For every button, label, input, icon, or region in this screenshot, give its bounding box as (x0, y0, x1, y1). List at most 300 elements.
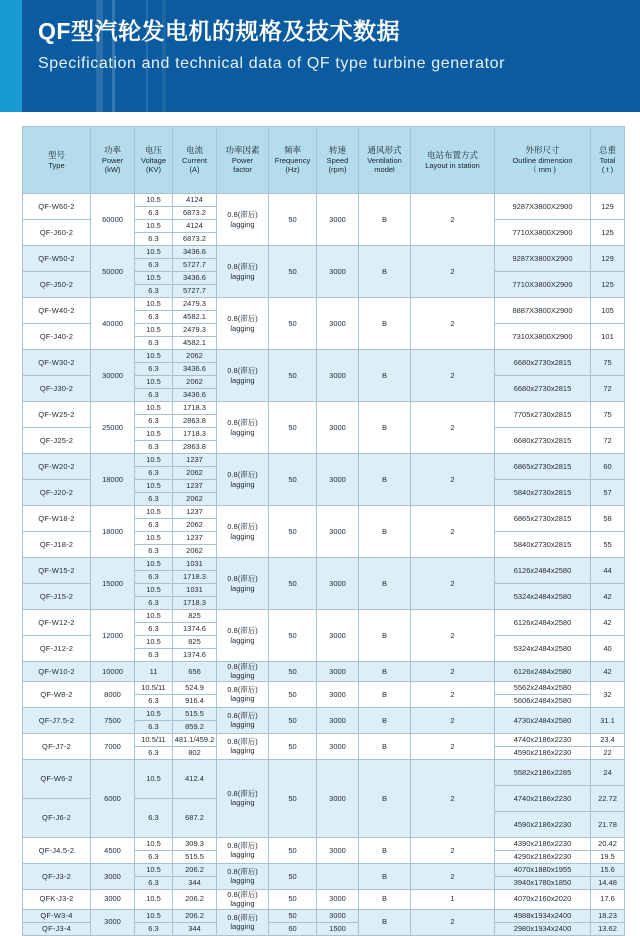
voltage-value: 10.5 (135, 324, 173, 337)
voltage-value: 10.5 (135, 584, 173, 597)
total-weight-value: 20.42 (591, 837, 625, 850)
header-label-en: Voltage (140, 155, 167, 165)
dimension-value: 4590x2186x2230 (495, 811, 591, 837)
ventilation-value: B (359, 863, 411, 889)
model-type: QF-J50-2 (23, 272, 91, 298)
frequency-value: 50 (269, 837, 317, 863)
total-weight-value: 60 (591, 454, 625, 480)
power-factor-en: lagging (230, 271, 255, 281)
voltage-value: 6.3 (135, 545, 173, 558)
dimension-value: 4730x2484x2580 (495, 707, 591, 733)
current-value: 1237 (173, 454, 217, 467)
voltage-value: 10.5 (135, 298, 173, 311)
total-weight-value: 58 (591, 506, 625, 532)
table-row (23, 662, 625, 682)
speed-value: 3000 (317, 298, 359, 350)
current-value: 515.5 (173, 850, 217, 863)
ventilation-value: B (359, 837, 411, 863)
power-factor-cn: 0.8(滞后) (227, 418, 258, 428)
header-unit: model (374, 165, 395, 175)
total-weight-value: 14.48 (591, 876, 625, 889)
voltage-value: 10.5 (135, 194, 173, 207)
voltage-value: 6.3 (135, 207, 173, 220)
current-value: 2062 (173, 519, 217, 532)
power-value: 4500 (91, 837, 135, 863)
power-factor (217, 402, 269, 454)
header-unit: （ mm ) (529, 165, 556, 175)
power-factor-en: lagging (230, 899, 255, 909)
current-value: 825 (173, 610, 217, 623)
speed-value: 3000 (317, 558, 359, 610)
power-factor-en: lagging (230, 375, 255, 385)
table-header (23, 127, 625, 194)
current-value: 859.2 (173, 720, 217, 733)
dimension-value: 4390x2186x2230 (495, 837, 591, 850)
model-type: QF-W50-2 (23, 246, 91, 272)
table-row (23, 733, 625, 746)
header-label-cn: 外形尺寸 (525, 145, 560, 156)
current-value: 1718.3 (173, 571, 217, 584)
current-value: 2479.3 (173, 298, 217, 311)
layout-value: 2 (411, 909, 495, 935)
power-factor (217, 246, 269, 298)
model-type: QF-W30-2 (23, 350, 91, 376)
ventilation-value: B (359, 506, 411, 558)
page-title-cn: QF型汽轮发电机的规格及技术数据 (38, 18, 400, 44)
voltage-value: 6.3 (135, 922, 173, 935)
ventilation-value: B (359, 558, 411, 610)
power-factor-en: lagging (230, 720, 255, 730)
model-type: QF-J12-2 (23, 636, 91, 662)
current-value: 344 (173, 922, 217, 935)
page-title-en: Specification and technical data of QF type turbine generator (38, 55, 506, 73)
speed-value: 1500 (317, 922, 359, 935)
frequency-value: 50 (269, 662, 317, 682)
total-weight-value: 57 (591, 480, 625, 506)
voltage-value: 6.3 (135, 720, 173, 733)
ventilation-value: B (359, 733, 411, 759)
frequency-value: 50 (269, 350, 317, 402)
dimension-value: 5840x2730x2815 (495, 480, 591, 506)
total-weight-value: 129 (591, 194, 625, 220)
voltage-value: 10.5 (135, 480, 173, 493)
column-header-power (91, 127, 135, 194)
current-value: 2062 (173, 350, 217, 363)
model-type: QF-W15-2 (23, 558, 91, 584)
speed-value: 3000 (317, 759, 359, 837)
voltage-value: 10.5 (135, 454, 173, 467)
power-factor (217, 350, 269, 402)
frequency-value: 50 (269, 610, 317, 662)
power-value: 10000 (91, 662, 135, 682)
table-row (23, 889, 625, 909)
model-type: QF-W6-2 (23, 759, 91, 798)
ventilation-value: B (359, 889, 411, 909)
dimension-value: 5606x2484x2580 (495, 694, 591, 707)
current-value: 2062 (173, 376, 217, 389)
layout-value: 2 (411, 681, 495, 707)
column-header-power (217, 127, 269, 194)
dimension-value: 4070x2160x2020 (495, 889, 591, 909)
header-unit: (rpm) (328, 165, 347, 175)
dimension-value: 5324x2484x2580 (495, 636, 591, 662)
dimension-value: 7705x2730x2815 (495, 402, 591, 428)
dimension-value: 6126x2484x2580 (495, 558, 591, 584)
model-type: QFK-J3-2 (23, 889, 91, 909)
voltage-value: 6.3 (135, 519, 173, 532)
ventilation-value: B (359, 402, 411, 454)
current-value: 412.4 (173, 759, 217, 798)
dimension-value: 9287X3800X2900 (495, 194, 591, 220)
voltage-value: 6.3 (135, 441, 173, 454)
dimension-value: 7710X3800X2900 (495, 220, 591, 246)
power-factor-cn: 0.8(滞后) (227, 684, 258, 694)
current-value: 206.2 (173, 909, 217, 922)
current-value: 4582.1 (173, 311, 217, 324)
power-value: 3000 (91, 863, 135, 889)
power-factor (217, 454, 269, 506)
power-factor-cn: 0.8(滞后) (227, 522, 258, 532)
voltage-value: 10.5 (135, 376, 173, 389)
voltage-value: 10.5 (135, 707, 173, 720)
layout-value: 2 (411, 194, 495, 246)
power-factor-cn: 0.8(滞后) (227, 710, 258, 720)
power-factor-cn: 0.8(滞后) (227, 626, 258, 636)
table-row (23, 402, 625, 415)
model-type: QF-J40-2 (23, 324, 91, 350)
banner-text-block (38, 18, 630, 73)
speed-value (317, 863, 359, 889)
model-type: QF-J3-2 (23, 863, 91, 889)
power-factor-en: lagging (230, 746, 255, 756)
header-label-cn: 功率 (103, 145, 121, 156)
power-factor-cn: 0.8(滞后) (227, 210, 258, 220)
current-value: 6873.2 (173, 233, 217, 246)
voltage-value: 10.5 (135, 909, 173, 922)
header-label-en: Power (231, 155, 254, 165)
current-value: 1718.3 (173, 597, 217, 610)
ventilation-value: B (359, 246, 411, 298)
current-value: 309.3 (173, 837, 217, 850)
total-weight-value: 24 (591, 759, 625, 785)
current-value: 3436.6 (173, 363, 217, 376)
power-value: 12000 (91, 610, 135, 662)
voltage-value: 10.5 (135, 532, 173, 545)
voltage-value: 6.3 (135, 285, 173, 298)
total-weight-value: 15.6 (591, 863, 625, 876)
speed-value: 3000 (317, 733, 359, 759)
current-value: 2479.3 (173, 324, 217, 337)
current-value: 206.2 (173, 889, 217, 909)
header-label-cn: 总重 (598, 145, 616, 156)
voltage-value: 6.3 (135, 649, 173, 662)
current-value: 656 (173, 662, 217, 682)
model-type: QF-W60-2 (23, 194, 91, 220)
current-value: 481.1/459.2 (173, 733, 217, 746)
power-factor-cn: 0.8(滞后) (227, 866, 258, 876)
current-value: 2863.8 (173, 415, 217, 428)
power-factor-cn: 0.8(滞后) (227, 662, 258, 671)
voltage-value: 10.5 (135, 272, 173, 285)
current-value: 3436.6 (173, 246, 217, 259)
model-type: QF-J60-2 (23, 220, 91, 246)
current-value: 2062 (173, 467, 217, 480)
header-unit: ( t ) (601, 165, 614, 175)
voltage-value: 10.5 (135, 402, 173, 415)
power-value: 30000 (91, 350, 135, 402)
header-label-cn: 通风形式 (367, 145, 402, 156)
header-label-en: Ventilation (367, 155, 402, 165)
layout-value: 2 (411, 759, 495, 837)
table-row (23, 558, 625, 571)
model-type: QF-J18-2 (23, 532, 91, 558)
power-value: 60000 (91, 194, 135, 246)
header-label-cn: 电压 (144, 145, 162, 156)
frequency-value: 50 (269, 863, 317, 889)
power-factor (217, 759, 269, 837)
power-value: 40000 (91, 298, 135, 350)
current-value: 3436.6 (173, 272, 217, 285)
layout-value: 2 (411, 298, 495, 350)
voltage-value: 6.3 (135, 233, 173, 246)
model-type: QF-J25-2 (23, 428, 91, 454)
total-weight-value: 72 (591, 376, 625, 402)
frequency-value: 50 (269, 909, 317, 922)
dimension-value: 9287X3800X2900 (495, 246, 591, 272)
model-type: QF-W8-2 (23, 681, 91, 707)
speed-value: 3000 (317, 837, 359, 863)
layout-value: 2 (411, 662, 495, 682)
voltage-value: 6.3 (135, 746, 173, 759)
voltage-value: 10.5 (135, 350, 173, 363)
voltage-value: 6.3 (135, 389, 173, 402)
total-weight-value: 129 (591, 246, 625, 272)
current-value: 344 (173, 876, 217, 889)
power-factor-en: lagging (230, 876, 255, 886)
model-type: QF-J20-2 (23, 480, 91, 506)
voltage-value: 10.5/11 (135, 733, 173, 746)
dimension-value: 6865x2730x2815 (495, 506, 591, 532)
layout-value: 2 (411, 837, 495, 863)
voltage-value: 10.5 (135, 220, 173, 233)
current-value: 3436.6 (173, 389, 217, 402)
frequency-value: 50 (269, 454, 317, 506)
current-value: 1031 (173, 558, 217, 571)
power-factor-en: lagging (230, 850, 255, 860)
total-weight-value: 19.5 (591, 850, 625, 863)
voltage-value: 10.5 (135, 246, 173, 259)
model-type: QF-W10-2 (23, 662, 91, 682)
power-value: 7500 (91, 707, 135, 733)
power-value: 3000 (91, 909, 135, 935)
power-factor-en: lagging (230, 671, 255, 681)
total-weight-value: 75 (591, 402, 625, 428)
table-row (23, 610, 625, 623)
table-row (23, 681, 625, 694)
banner-accent-stripe (0, 0, 22, 112)
model-type: QF-J30-2 (23, 376, 91, 402)
dimension-value: 8887X3800X2900 (495, 298, 591, 324)
column-header-type (23, 127, 91, 194)
power-factor (217, 863, 269, 889)
speed-value: 3000 (317, 610, 359, 662)
speed-value: 3000 (317, 402, 359, 454)
ventilation-value: B (359, 707, 411, 733)
power-value: 18000 (91, 506, 135, 558)
total-weight-value: 125 (591, 220, 625, 246)
header-label-cn: 转速 (328, 145, 346, 156)
header-label-en: Speed (326, 155, 349, 165)
header-label-cn: 功率因素 (225, 145, 260, 156)
frequency-value: 50 (269, 246, 317, 298)
table-row (23, 837, 625, 850)
power-factor-cn: 0.8(滞后) (227, 314, 258, 324)
ventilation-value: B (359, 909, 411, 935)
power-factor (217, 837, 269, 863)
power-value: 3000 (91, 889, 135, 909)
ventilation-value: B (359, 350, 411, 402)
current-value: 1031 (173, 584, 217, 597)
table-row (23, 246, 625, 259)
dimension-value: 4070x1880x1955 (495, 863, 591, 876)
current-value: 825 (173, 636, 217, 649)
total-weight-value: 75 (591, 350, 625, 376)
total-weight-value: 21.78 (591, 811, 625, 837)
dimension-value: 6680x2730x2815 (495, 376, 591, 402)
column-header-total (591, 127, 625, 194)
layout-value: 2 (411, 558, 495, 610)
page-banner (0, 0, 640, 112)
frequency-value: 50 (269, 402, 317, 454)
voltage-value: 10.5 (135, 889, 173, 909)
voltage-value: 6.3 (135, 694, 173, 707)
speed-value: 3000 (317, 506, 359, 558)
power-factor-cn: 0.8(滞后) (227, 788, 258, 798)
header-label-cn: 电流 (185, 145, 203, 156)
power-value: 25000 (91, 402, 135, 454)
voltage-value: 6.3 (135, 311, 173, 324)
ventilation-value: B (359, 662, 411, 682)
power-factor-en: lagging (230, 531, 255, 541)
dimension-value: 5324x2484x2580 (495, 584, 591, 610)
header-label-en: Frequency (274, 155, 311, 165)
power-factor-en: lagging (230, 219, 255, 229)
dimension-value: 5582x2186x2285 (495, 759, 591, 785)
model-type: QF-J15-2 (23, 584, 91, 610)
power-factor-cn: 0.8(滞后) (227, 470, 258, 480)
current-value: 4124 (173, 194, 217, 207)
power-factor (217, 558, 269, 610)
table-header-row (23, 127, 625, 194)
frequency-value: 50 (269, 681, 317, 707)
power-factor (217, 506, 269, 558)
ventilation-value: B (359, 759, 411, 837)
model-type: QF-W18-2 (23, 506, 91, 532)
current-value: 2062 (173, 493, 217, 506)
layout-value: 2 (411, 454, 495, 506)
frequency-value: 50 (269, 707, 317, 733)
table-row (23, 298, 625, 311)
total-weight-value: 42 (591, 610, 625, 636)
power-factor-en: lagging (230, 635, 255, 645)
current-value: 1374.6 (173, 649, 217, 662)
dimension-value: 4590x2186x2230 (495, 746, 591, 759)
power-factor (217, 194, 269, 246)
dimension-value: 5562x2484x2580 (495, 681, 591, 694)
power-factor-cn: 0.8(滞后) (227, 262, 258, 272)
power-value: 50000 (91, 246, 135, 298)
layout-value: 2 (411, 402, 495, 454)
header-label-cn: 电站布置方式 (426, 150, 478, 160)
current-value: 5727.7 (173, 285, 217, 298)
layout-value: 2 (411, 863, 495, 889)
dimension-value: 5840x2730x2815 (495, 532, 591, 558)
table-row (23, 350, 625, 363)
header-unit: factor (233, 165, 252, 175)
layout-value: 2 (411, 610, 495, 662)
column-header-current (173, 127, 217, 194)
total-weight-value: 13.62 (591, 922, 625, 935)
voltage-value: 6.3 (135, 597, 173, 610)
dimension-value: 4740x2186x2230 (495, 785, 591, 811)
current-value: 687.2 (173, 798, 217, 837)
power-value: 7000 (91, 733, 135, 759)
frequency-value: 50 (269, 506, 317, 558)
total-weight-value: 42 (591, 584, 625, 610)
speed-value: 3000 (317, 246, 359, 298)
spec-table-container (0, 112, 640, 936)
frequency-value: 50 (269, 194, 317, 246)
model-type: QF-J7-2 (23, 733, 91, 759)
power-factor-cn: 0.8(滞后) (227, 840, 258, 850)
current-value: 5727.7 (173, 259, 217, 272)
total-weight-value: 22.72 (591, 785, 625, 811)
speed-value: 3000 (317, 707, 359, 733)
dimension-value: 7310X3800X2900 (495, 324, 591, 350)
power-factor-cn: 0.8(滞后) (227, 912, 258, 922)
current-value: 1237 (173, 506, 217, 519)
frequency-value: 50 (269, 733, 317, 759)
voltage-value: 10.5/11 (135, 681, 173, 694)
ventilation-value: B (359, 298, 411, 350)
speed-value: 3000 (317, 454, 359, 506)
current-value: 802 (173, 746, 217, 759)
power-factor-cn: 0.8(滞后) (227, 736, 258, 746)
voltage-value: 11 (135, 662, 173, 682)
ventilation-value: B (359, 681, 411, 707)
header-unit: (Hz) (285, 165, 300, 175)
current-value: 515.5 (173, 707, 217, 720)
table-row (23, 707, 625, 720)
layout-value: 2 (411, 246, 495, 298)
total-weight-value: 42 (591, 662, 625, 682)
speed-value: 3000 (317, 889, 359, 909)
frequency-value: 50 (269, 558, 317, 610)
header-label-en: Type (48, 160, 65, 170)
dimension-value: 6126x2484x2580 (495, 610, 591, 636)
speed-value: 3000 (317, 350, 359, 402)
power-value: 18000 (91, 454, 135, 506)
header-label-en: Total (599, 155, 616, 165)
header-unit: (A) (189, 165, 200, 175)
voltage-value: 6.3 (135, 415, 173, 428)
current-value: 4124 (173, 220, 217, 233)
column-header-ventilation (359, 127, 411, 194)
voltage-value: 6.3 (135, 623, 173, 636)
total-weight-value: 72 (591, 428, 625, 454)
power-factor-cn: 0.8(滞后) (227, 366, 258, 376)
total-weight-value: 23.4 (591, 733, 625, 746)
